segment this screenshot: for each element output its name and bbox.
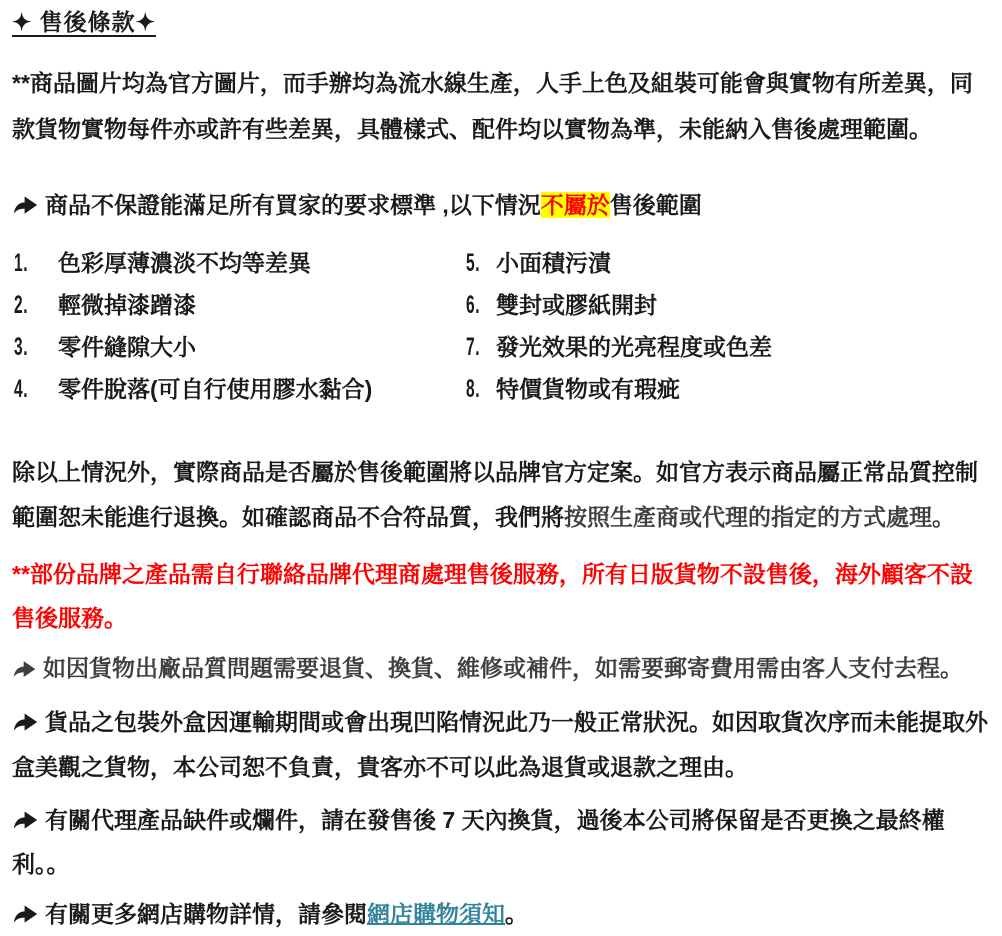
notice-highlight: 不屬於 [540, 192, 610, 218]
footer-suffix: 。 [505, 901, 528, 927]
policy-paragraph [12, 450, 988, 540]
list-item-number: 2. [14, 291, 29, 319]
list-item-text: 小面積污漬 [496, 250, 611, 276]
notice-line [12, 188, 988, 222]
list-item [466, 290, 988, 320]
notice-prefix: 商品不保證能滿足所有買家的要求標準 ,以下情況 [45, 192, 541, 218]
list-item-number: 6. [466, 291, 481, 319]
list-item-text: 雙封或膠紙開封 [496, 292, 657, 318]
list-item [14, 290, 466, 320]
list-item-number: 1. [14, 249, 29, 277]
list-item [14, 374, 466, 404]
list-item-text: 色彩厚薄濃淡不均等差異 [58, 250, 311, 276]
bullet-text: 有關代理產品缺件或爛件，請在發售後 7 天內換貨，過後本公司將保留是否更換之最終權利。。 [12, 807, 945, 877]
footer-prefix: 有關更多網店購物詳情，請參閱 [45, 901, 367, 927]
bullet-text: 如因貨物出廠品質問題需要退貨、換貨、維修或補件，如需要郵寄費用需由客人支付去程。 [43, 655, 963, 681]
list-item-text: 零件脫落(可自行使用膠水黏合) [58, 376, 373, 402]
bullet-packaging-dents [12, 700, 988, 790]
list-item [466, 374, 988, 404]
list-item-text: 零件縫隙大小 [58, 334, 196, 360]
list-item-number: 8. [466, 375, 481, 403]
notice-suffix: 售後範圍 [609, 192, 702, 218]
page-title: ✦ 售後條款✦ [12, 9, 156, 35]
list-item-text: 發光效果的光亮程度或色差 [496, 334, 772, 360]
exclusion-list [12, 248, 988, 416]
bullet-missing-parts-exchange [12, 798, 988, 886]
list-item-number: 5. [466, 249, 481, 277]
list-item [14, 248, 466, 278]
policy-main-text: 除以上情況外，實際商品是否屬於售後範圍將以品牌官方定案。如官方表示商品屬正常品質控制範圍恕未能進行退換。如確認商品不合符品質，我們將 [12, 459, 978, 530]
exclusion-list-left-column [12, 248, 466, 416]
exclusion-list-right-column [466, 248, 988, 416]
curved-right-arrow-icon [12, 646, 37, 690]
policy-grey-text: 按照生產商或代理的指定的方式處理。 [564, 504, 955, 530]
list-item-number: 4. [14, 375, 29, 403]
curved-right-arrow-icon [12, 892, 39, 936]
footer-more-info-line [12, 892, 988, 936]
intro-paragraph: **商品圖片均為官方圖片，而手辦均為流水線生產，人手上色及組裝可能會與實物有所差異，同款貨物實物每件亦或許有些差異，具體樣式、配件均以實物為準，未能納入售後處理範圍。 [12, 70, 973, 142]
curved-right-arrow-icon [12, 188, 39, 222]
list-item [14, 332, 466, 362]
list-item [466, 248, 988, 278]
list-item-number: 3. [14, 333, 29, 361]
list-item-number: 7. [466, 333, 481, 361]
list-item-text: 輕微掉漆蹭漆 [58, 292, 196, 318]
curved-right-arrow-icon [12, 798, 39, 842]
list-item [466, 332, 988, 362]
bullet-text: 貨品之包裝外盒因運輸期間或會出現凹陷情況此乃一般正常狀況。如因取貨次序而未能提取外盒美觀之貨物，本公司恕不負責，貴客亦不可以此為退貨或退款之理由。 [12, 709, 988, 780]
list-item-text: 特價貨物或有瑕疵 [496, 376, 680, 402]
shop-guide-link[interactable]: 網店購物須知 [367, 901, 505, 927]
red-notice-paragraph: **部份品牌之產品需自行聯絡品牌代理商處理售後服務，所有日版貨物不設售後，海外顧客不設售後服務。 [12, 561, 973, 631]
bullet-return-shipping [12, 646, 988, 690]
curved-right-arrow-icon [12, 700, 39, 745]
